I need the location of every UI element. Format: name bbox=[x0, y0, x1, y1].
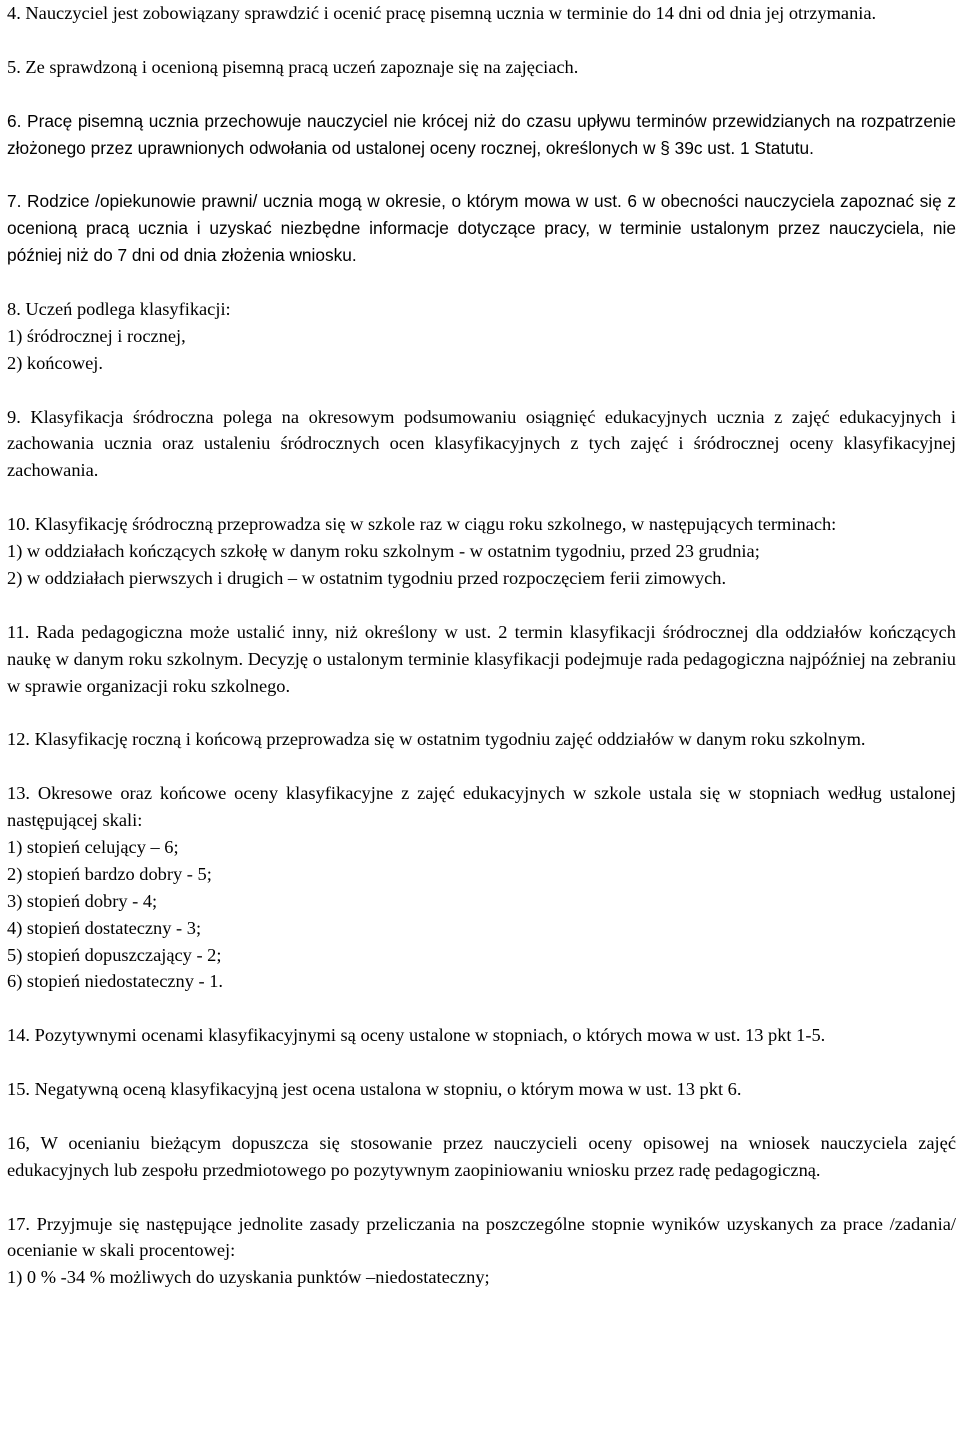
paragraph-8-line: 2) końcowej. bbox=[7, 352, 104, 373]
paragraph-11 bbox=[7, 619, 956, 700]
paragraph-8-line: 8. Uczeń podlega klasyfikacji: bbox=[7, 298, 231, 319]
paragraph-10-intro: 10. Klasyfikację śródroczną przeprowadza się w szkole raz w ciągu roku szkolnego, w następujących terminach: bbox=[7, 514, 837, 535]
grade-scale-item: 5) stopień dopuszczający - 2; bbox=[7, 944, 222, 965]
paragraph-12-text: 12. Klasyfikację roczną i końcową przeprowadza się w ostatnim tygodniu zajęć oddziałów w danym roku szkolnym. bbox=[7, 729, 866, 750]
grade-scale-item: 1) stopień celujący – 6; bbox=[7, 836, 179, 857]
paragraph-11-text: 11. Rada pedagogiczna może ustalić inny, niż określony w ust. 2 termin klasyfikacji śródrocznej dla oddziałów kończących naukę w danym roku szkolnym. Decyzję o ustalonym terminie klasyfikacji podejmuje rada pedagogiczna najpóźniej na zebraniu w sprawie organizacji roku szkolnego. bbox=[7, 621, 956, 696]
paragraph-10-line: 1) w oddziałach kończących szkołę w danym roku szkolnym - w ostatnim tygodniu, przed 23 grudnia; bbox=[7, 541, 760, 562]
paragraph-6 bbox=[7, 108, 956, 162]
paragraph-7 bbox=[7, 188, 956, 269]
grade-scale-item: 3) stopień dobry - 4; bbox=[7, 890, 158, 911]
paragraph-4 bbox=[7, 0, 956, 27]
paragraph-5 bbox=[7, 54, 956, 81]
paragraph-17-intro: 17. Przyjmuje się następujące jednolite zasady przeliczania na poszczególne stopnie wyników uzyskanych za prace /zadania/ ocenianie w skali procentowej: bbox=[7, 1213, 956, 1261]
paragraph-15-text: 15. Negatywną oceną klasyfikacyjną jest ocena ustalona w stopniu, o którym mowa w ust. 13 pkt 6. bbox=[7, 1079, 742, 1100]
paragraph-8-line: 1) śródrocznej i rocznej, bbox=[7, 325, 186, 346]
paragraph-14-text: 14. Pozytywnymi ocenami klasyfikacyjnymi są oceny ustalone w stopniach, o których mowa w ust. 13 pkt 1-5. bbox=[7, 1025, 826, 1046]
paragraph-14 bbox=[7, 1022, 956, 1049]
paragraph-7-text: 7. Rodzice /opiekunowie prawni/ ucznia mogą w okresie, o którym mowa w ust. 6 w obecności nauczyciela zapoznać się z ocenioną pracą ucznia i uzyskać niezbędne informacje dotyczące pracy, w terminie ustalonym przez nauczyciela, nie później niż do 7 dni od dnia złożenia wniosku. bbox=[7, 191, 956, 266]
paragraph-16-text: 16, W ocenianiu bieżącym dopuszcza się stosowanie przez nauczycieli oceny opisowej na wniosek nauczyciela zajęć edukacyjnych lub zespołu przedmiotowego po pozytywnym zaopiniowaniu wniosku przez radę pedagogiczną. bbox=[7, 1132, 956, 1180]
grade-scale-item: 2) stopień bardzo dobry - 5; bbox=[7, 863, 212, 884]
paragraph-16 bbox=[7, 1130, 956, 1184]
paragraph-15 bbox=[7, 1076, 956, 1103]
paragraph-12 bbox=[7, 726, 956, 753]
paragraph-6-text: 6. Pracę pisemną ucznia przechowuje nauczyciel nie krócej niż do czasu upływu terminów przewidzianych na rozpatrzenie złożonego przez uprawnionych odwołania od ustalonej oceny rocznej, określonych w § 39c ust. 1 Statutu. bbox=[7, 110, 956, 158]
paragraph-10 bbox=[7, 511, 956, 592]
paragraph-9-text: 9. Klasyfikacja śródroczna polega na okresowym podsumowaniu osiągnięć edukacyjnych ucznia z zajęć edukacyjnych i zachowania ucznia oraz ustaleniu śródrocznych ocen klasyfikacyjnych z tych zajęć i śródrocznej oceny klasyfikacyjnej zachowania. bbox=[7, 406, 956, 481]
paragraph-17 bbox=[7, 1211, 956, 1292]
paragraph-13-intro: 13. Okresowe oraz końcowe oceny klasyfikacyjne z zajęć edukacyjnych w szkole ustala się w stopniach według ustalonej następującej skali: bbox=[7, 783, 956, 831]
paragraph-10-line: 2) w oddziałach pierwszych i drugich – w ostatnim tygodniu przed rozpoczęciem ferii zimowych. bbox=[7, 567, 727, 588]
paragraph-17-line: 1) 0 % -34 % możliwych do uzyskania punktów –niedostateczny; bbox=[7, 1267, 490, 1288]
paragraph-13 bbox=[7, 780, 956, 995]
paragraph-9 bbox=[7, 404, 956, 485]
paragraph-8 bbox=[7, 296, 956, 377]
paragraph-4-text: 4. Nauczyciel jest zobowiązany sprawdzić i ocenić pracę pisemną ucznia w terminie do 14 dni od dnia jej otrzymania. bbox=[7, 3, 877, 23]
grade-scale-item: 4) stopień dostateczny - 3; bbox=[7, 917, 202, 938]
grade-scale-item: 6) stopień niedostateczny - 1. bbox=[7, 971, 224, 992]
paragraph-5-text: 5. Ze sprawdzoną i ocenioną pisemną pracą uczeń zapoznaje się na zajęciach. bbox=[7, 56, 579, 77]
